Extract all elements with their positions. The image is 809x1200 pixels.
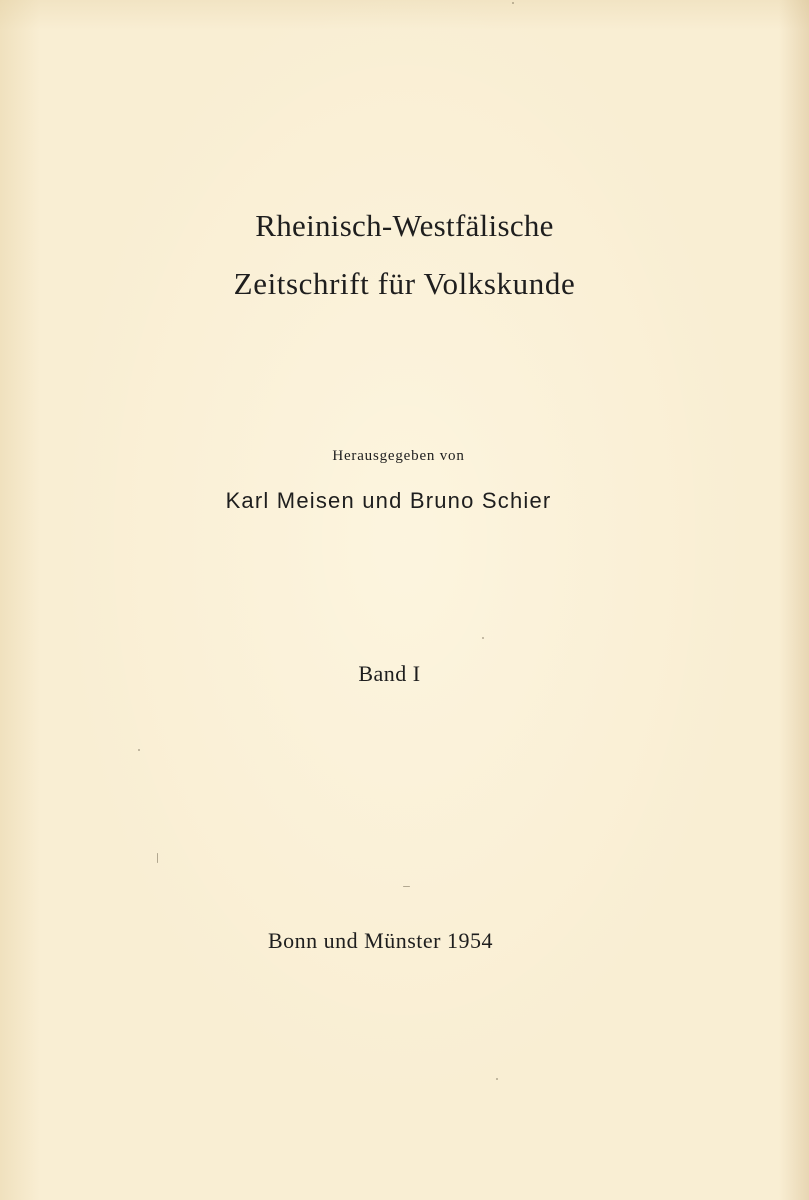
editors-names: Karl Meisen und Bruno Schier <box>225 488 552 513</box>
journal-title-line-1: Rheinisch-Westfälische <box>255 208 554 243</box>
paper-speck <box>157 853 158 863</box>
paper-speck <box>403 886 410 887</box>
journal-title-line-2: Zeitschrift für Volkskunde <box>233 266 576 301</box>
imprint-place-year: Bonn und Münster 1954 <box>268 928 493 953</box>
paper-speck <box>482 637 484 639</box>
edited-by-label: Herausgegeben von <box>332 448 465 464</box>
paper-speck <box>512 2 514 4</box>
volume-label: Band I <box>358 661 421 686</box>
paper-speck <box>496 1078 498 1080</box>
paper-speck <box>138 749 140 751</box>
